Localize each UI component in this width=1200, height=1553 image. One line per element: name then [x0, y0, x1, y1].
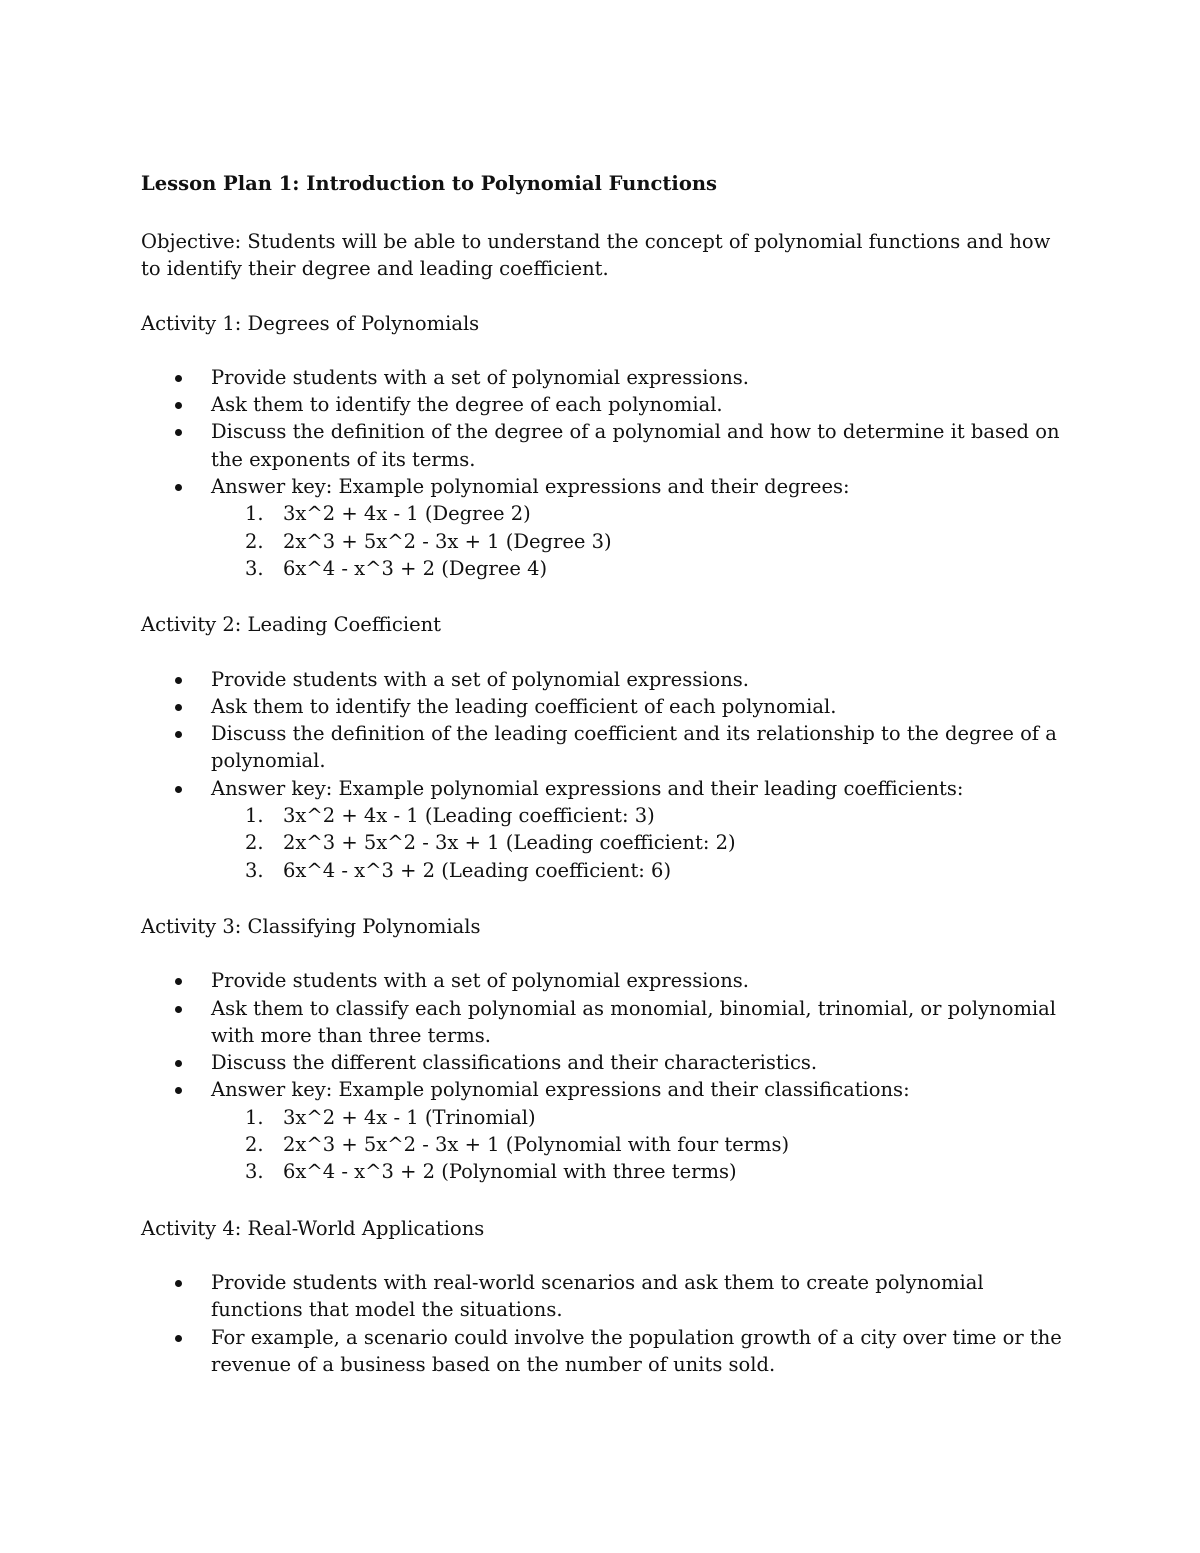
list-item — [141, 473, 1071, 582]
answer-item — [141, 1104, 1071, 1131]
answer-number: 1. — [245, 804, 264, 828]
bullet-text: Ask them to identify the degree of each polynomial. — [211, 393, 723, 417]
answer-text: 3x^2 + 4x - 1 (Leading coefficient: 3) — [283, 804, 655, 828]
bullet-text: Discuss the definition of the leading coefficient and its relationship to the degree of a polynomial. — [211, 722, 1057, 773]
bullet-text: Answer key: Example polynomial expressions and their degrees: — [211, 475, 850, 499]
list-item — [141, 720, 1071, 775]
activity-1-answer-key — [211, 500, 1071, 582]
bullet-text: Answer key: Example polynomial expressions and their leading coefficients: — [211, 776, 964, 800]
lesson-plan-content — [141, 168, 1071, 1407]
answer-item — [141, 500, 1071, 527]
list-item — [141, 364, 1071, 391]
activity-3-answer-key — [211, 1104, 1071, 1186]
answer-text: 6x^4 - x^3 + 2 (Polynomial with three terms) — [283, 1160, 737, 1184]
page-title: Lesson Plan 1: Introduction to Polynomial Functions — [141, 172, 717, 195]
list-item — [141, 418, 1071, 473]
list-item — [141, 1049, 1071, 1076]
bullet-text: Discuss the different classifications and their characteristics. — [211, 1051, 818, 1075]
bullet-text: For example, a scenario could involve the population growth of a city over time or the revenue of a business based on the number of units sold. — [211, 1325, 1062, 1376]
answer-number: 3. — [245, 858, 264, 882]
bullet-text: Provide students with a set of polynomial expressions. — [211, 969, 749, 993]
list-item — [141, 391, 1071, 418]
objective-text: Objective: Students will be able to understand the concept of polynomial functions and how to identify their degree and leading coefficient. — [141, 230, 1051, 281]
answer-item — [141, 1131, 1071, 1158]
answer-text: 2x^3 + 5x^2 - 3x + 1 (Polynomial with four terms) — [283, 1133, 790, 1157]
answer-number: 2. — [245, 1133, 264, 1157]
bullet-text: Discuss the definition of the degree of a polynomial and how to determine it based on the exponents of its terms. — [211, 420, 1060, 471]
activity-4-heading: Activity 4: Real-World Applications — [141, 1216, 485, 1240]
list-item — [141, 666, 1071, 693]
answer-text: 6x^4 - x^3 + 2 (Leading coefficient: 6) — [283, 858, 672, 882]
answer-text: 3x^2 + 4x - 1 (Degree 2) — [283, 502, 531, 526]
list-item — [141, 1076, 1071, 1185]
activity-2-bullet-list — [141, 666, 1071, 884]
list-item — [141, 775, 1071, 884]
answer-item — [141, 802, 1071, 829]
answer-item — [141, 528, 1071, 555]
answer-number: 2. — [245, 831, 264, 855]
answer-item — [141, 829, 1071, 856]
activity-1-heading: Activity 1: Degrees of Polynomials — [141, 311, 480, 335]
list-item — [141, 967, 1071, 994]
bullet-text: Ask them to classify each polynomial as monomial, binomial, trinomial, or polynomial with more than three terms. — [211, 996, 1057, 1047]
answer-number: 3. — [245, 556, 264, 580]
activity-2-heading: Activity 2: Leading Coefficient — [141, 613, 442, 637]
answer-text: 6x^4 - x^3 + 2 (Degree 4) — [283, 556, 548, 580]
bullet-text: Provide students with real-world scenarios and ask them to create polynomial functions that model the situations. — [211, 1270, 984, 1322]
answer-number: 1. — [245, 1105, 264, 1129]
list-item — [141, 995, 1071, 1050]
list-item — [141, 1269, 1071, 1324]
answer-item — [141, 857, 1071, 884]
bullet-text: Provide students with a set of polynomial expressions. — [211, 667, 749, 691]
bullet-text: Ask them to identify the leading coefficient of each polynomial. — [211, 694, 837, 718]
activity-2-answer-key — [211, 802, 1071, 884]
bullet-text: Provide students with a set of polynomial expressions. — [211, 365, 749, 389]
activity-3-bullet-list — [141, 967, 1071, 1185]
activity-4-bullet-list — [141, 1269, 1071, 1378]
activity-1-bullet-list — [141, 364, 1071, 582]
answer-item — [141, 555, 1071, 582]
bullet-text: Answer key: Example polynomial expressions and their classifications: — [211, 1078, 910, 1102]
list-item — [141, 693, 1071, 720]
answer-text: 3x^2 + 4x - 1 (Trinomial) — [283, 1105, 536, 1129]
answer-text: 2x^3 + 5x^2 - 3x + 1 (Leading coefficient: 2) — [283, 831, 736, 855]
activity-3-heading: Activity 3: Classifying Polynomials — [141, 914, 481, 938]
answer-number: 3. — [245, 1160, 264, 1184]
answer-number: 2. — [245, 529, 264, 553]
answer-text: 2x^3 + 5x^2 - 3x + 1 (Degree 3) — [283, 529, 612, 553]
list-item — [141, 1324, 1071, 1379]
answer-number: 1. — [245, 502, 264, 526]
answer-item — [141, 1158, 1071, 1185]
